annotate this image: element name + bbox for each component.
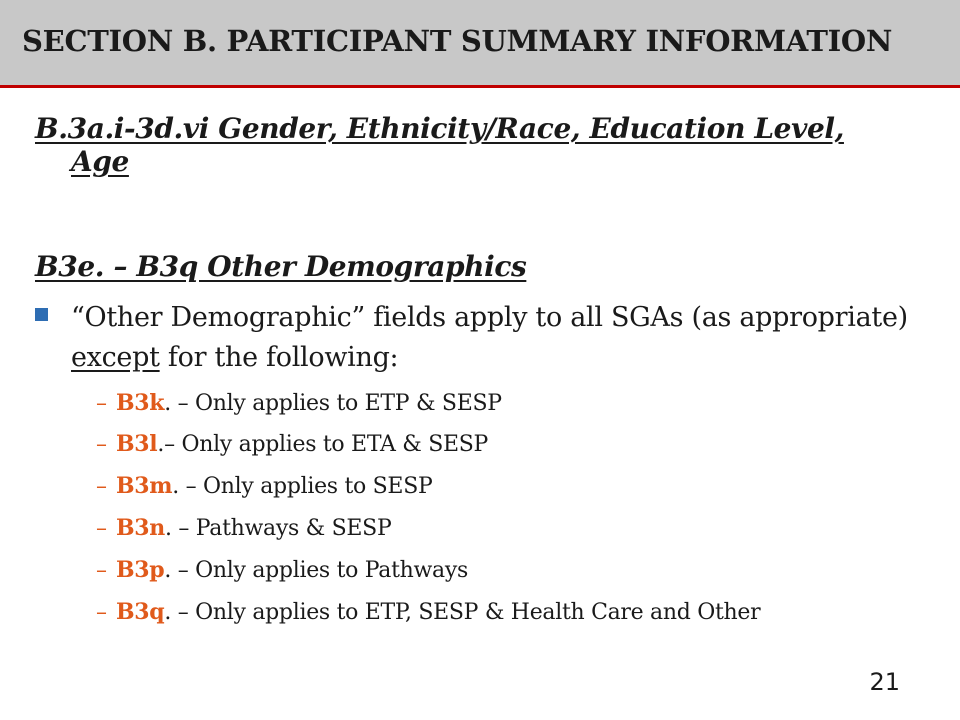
dash-icon: – (96, 474, 107, 499)
sub-item-b3m (96, 473, 432, 509)
field-code: B3p (116, 557, 165, 583)
field-description: . – Only applies to ETP & SESP (164, 391, 502, 416)
field-code: B3l (116, 431, 158, 457)
field-description: . – Only applies to SESP (172, 474, 433, 499)
bullet-text (71, 298, 921, 378)
sub-item-b3k (96, 390, 502, 426)
bullet-text-emphasis: except (71, 342, 160, 373)
section-title: SECTION B. PARTICIPANT SUMMARY INFORMATION (22, 24, 893, 58)
field-description: . – Only applies to ETP, SESP & Health Care and Other (164, 600, 761, 625)
field-description: . – Only applies to Pathways (164, 558, 468, 583)
field-code: B3n (116, 515, 165, 541)
sub-item-b3q (96, 599, 760, 635)
heading-line-2: Age (71, 145, 129, 178)
dash-icon: – (96, 516, 107, 541)
heading-line-1: B.3a.i-3d.vi Gender, Ethnicity/Race, Education Level, (35, 112, 844, 145)
sub-item-b3n (96, 515, 391, 551)
field-code: B3m (116, 473, 173, 499)
field-code: B3k (116, 390, 165, 416)
bullet-text-part-1: “Other Demographic” fields apply to all SGAs (as appropriate) (71, 302, 908, 333)
bullet-text-part-2: for the following: (159, 342, 399, 373)
dash-icon: – (96, 432, 107, 457)
page-number: 21 (869, 668, 900, 696)
dash-icon: – (96, 391, 107, 416)
dash-icon: – (96, 558, 107, 583)
header-bar (0, 0, 960, 88)
sub-item-b3p (96, 557, 468, 593)
dash-icon: – (96, 600, 107, 625)
field-description: .– Only applies to ETA & SESP (157, 432, 489, 457)
square-bullet-icon (35, 308, 48, 321)
field-description: . – Pathways & SESP (165, 516, 392, 541)
field-code: B3q (116, 599, 165, 625)
heading-other-demographics: B3e. – B3q Other Demographics (35, 250, 527, 283)
heading-gender-ethnicity (35, 112, 935, 178)
sub-item-b3l (96, 431, 488, 467)
